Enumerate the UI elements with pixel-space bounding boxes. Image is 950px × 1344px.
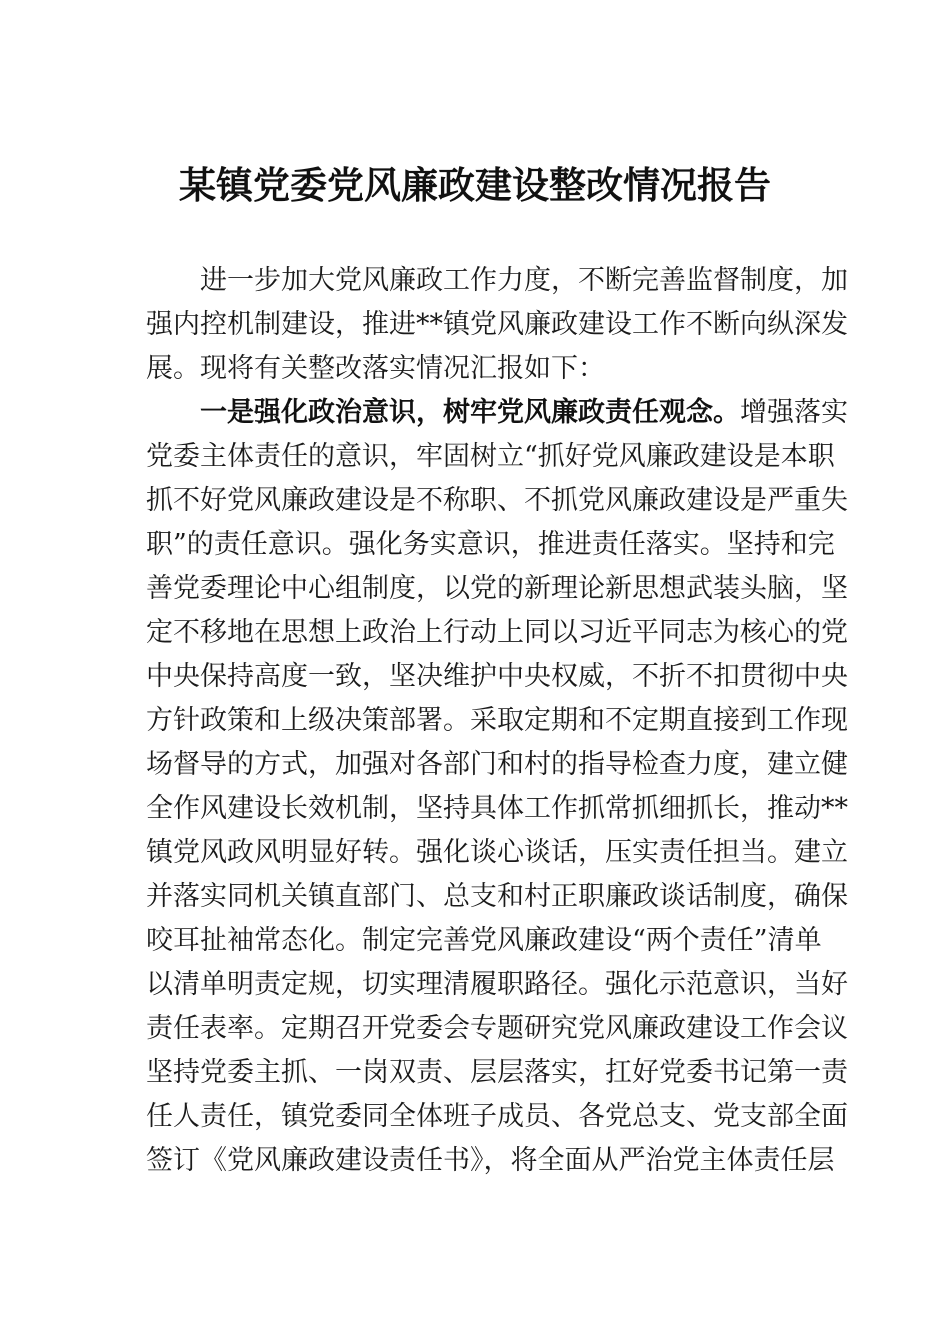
paragraph-line: 并落实同机关镇直部门、总支和村正职廉政谈话制度，确保 xyxy=(146,881,848,912)
section-first-line xyxy=(200,391,848,435)
document-title: 某镇党委党风廉政建设整改情况报告 xyxy=(179,163,771,207)
paragraph-line: 责任表率。定期召开党委会专题研究党风廉政建设工作会议 xyxy=(146,1013,848,1044)
paragraph-line: 咬耳扯袖常态化。制定完善党风廉政建设“两个责任”清单 xyxy=(146,925,822,956)
paragraph-line: 任人责任，镇党委同全体班子成员、各党总支、党支部全面 xyxy=(146,1101,848,1132)
paragraph-line: 方针政策和上级决策部署。采取定期和不定期直接到工作现 xyxy=(146,705,848,736)
paragraph-line: 强内控机制建设，推进**镇党风廉政建设工作不断向纵深发 xyxy=(146,309,848,340)
paragraph-line: 中央保持高度一致，坚决维护中央权威，不折不扣贯彻中央 xyxy=(146,661,848,692)
paragraph-line: 展。现将有关整改落实情况汇报如下： xyxy=(146,353,605,384)
paragraph-line: 抓不好党风廉政建设是不称职、不抓党风廉政建设是严重失 xyxy=(146,485,848,516)
paragraph-line: 签订《党风廉政建设责任书》，将全面从严治党主体责任层 xyxy=(146,1145,835,1176)
paragraph-line: 全作风建设长效机制，坚持具体工作抓常抓细抓长，推动** xyxy=(146,793,848,824)
paragraph-line: 定不移地在思想上政治上行动上同以习近平同志为核心的党 xyxy=(146,617,848,648)
section-heading: 一是强化政治意识，树牢党风廉政责任观念。 xyxy=(200,397,740,428)
paragraph-line: 场督导的方式，加强对各部门和村的指导检查力度，建立健 xyxy=(146,749,848,780)
paragraph-line: 职”的责任意识。强化务实意识，推进责任落实。坚持和完 xyxy=(146,529,835,560)
paragraph-line: 以清单明责定规，切实理清履职路径。强化示范意识，当好 xyxy=(146,969,848,1000)
paragraph-line: 坚持党委主抓、一岗双责、层层落实，扛好党委书记第一责 xyxy=(146,1057,848,1088)
paragraph-line: 进一步加大党风廉政工作力度，不断完善监督制度，加 xyxy=(200,265,848,296)
paragraph-line: 善党委理论中心组制度，以党的新理论新思想武装头脑，坚 xyxy=(146,573,848,604)
section-text-start: 增强落实 xyxy=(740,397,848,428)
paragraph-line: 镇党风政风明显好转。强化谈心谈话，压实责任担当。建立 xyxy=(146,837,848,868)
paragraph-line: 党委主体责任的意识，牢固树立“抓好党风廉政建设是本职 xyxy=(146,441,835,472)
